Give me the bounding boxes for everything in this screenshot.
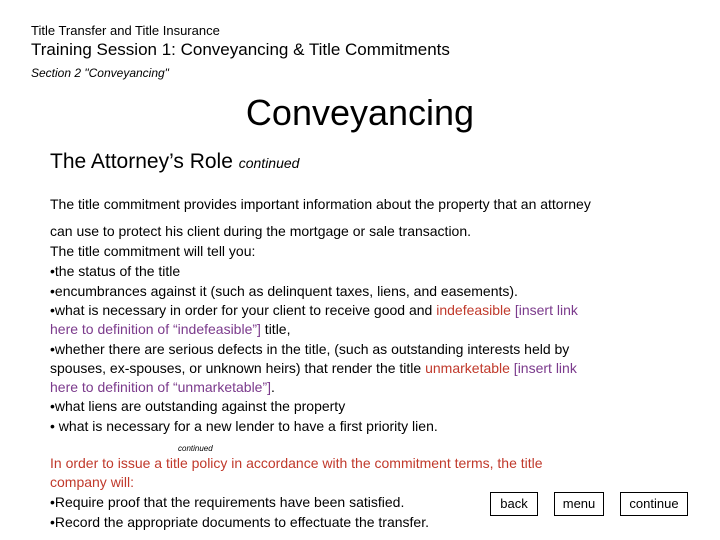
subheading: [50, 150, 299, 174]
bullet-liens: •what liens are outstanding against the property: [50, 398, 346, 414]
page-title: Conveyancing: [245, 92, 475, 133]
bullet-defects-cont: [50, 360, 577, 376]
menu-button[interactable]: menu: [554, 492, 604, 516]
unmarketable-term: unmarketable: [425, 360, 510, 376]
bullet-status: •the status of the title: [50, 263, 181, 279]
bullet-defects-cont-2: [50, 379, 275, 395]
small-continued-label: continued: [178, 444, 213, 453]
continue-button[interactable]: continue: [620, 492, 688, 516]
subheading-continued: continued: [238, 155, 300, 171]
section-title: Section 2 "Conveyancing": [31, 66, 169, 80]
issue-line-2: company will:: [50, 474, 135, 490]
indefeasible-link-part2[interactable]: here to definition of “indefeasible”]: [50, 321, 261, 337]
unmarketable-link-part1[interactable]: [insert link: [509, 360, 577, 376]
subheading-text: The Attorney’s Role: [50, 150, 233, 173]
bullet-encumbrances: •encumbrances against it (such as delinquent taxes, liens, and easements).: [50, 283, 518, 299]
bullet-indefeasible: [50, 302, 578, 318]
intro-line-2: can use to protect his client during the mortgage or sale transaction.: [50, 223, 472, 239]
bullet-indefeasible-cont: [50, 321, 291, 337]
require-proof-bullet: •Require proof that the requirements have been satisfied.: [50, 494, 405, 510]
record-documents-bullet: •Record the appropriate documents to effectuate the transfer.: [50, 514, 429, 530]
tell-you-line: The title commitment will tell you:: [50, 243, 256, 259]
unmarketable-period: .: [271, 379, 275, 395]
unmarketable-link-part2[interactable]: here to definition of “unmarketable”]: [50, 379, 272, 395]
bullet-indefeasible-text: •what is necessary in order for your client to receive good and: [50, 302, 437, 318]
defects-text: spouses, ex-spouses, or unknown heirs) that render the title: [50, 360, 426, 376]
intro-line-1: The title commitment provides important information about the property that an attorney: [50, 196, 591, 212]
session-title: Training Session 1: Conveyancing & Title Commitments: [31, 40, 450, 59]
indefeasible-title-text: title,: [260, 321, 291, 337]
back-button[interactable]: back: [490, 492, 538, 516]
indefeasible-link-part1[interactable]: [insert link: [510, 302, 578, 318]
issue-line-1: In order to issue a title policy in accordance with the commitment terms, the title: [50, 455, 543, 471]
indefeasible-term: indefeasible: [436, 302, 511, 318]
bullet-defects: •whether there are serious defects in the title, (such as outstanding interests held by: [50, 341, 570, 357]
bullet-first-priority: • what is necessary for a new lender to have a first priority lien.: [50, 418, 438, 434]
course-title: Title Transfer and Title Insurance: [31, 23, 220, 38]
